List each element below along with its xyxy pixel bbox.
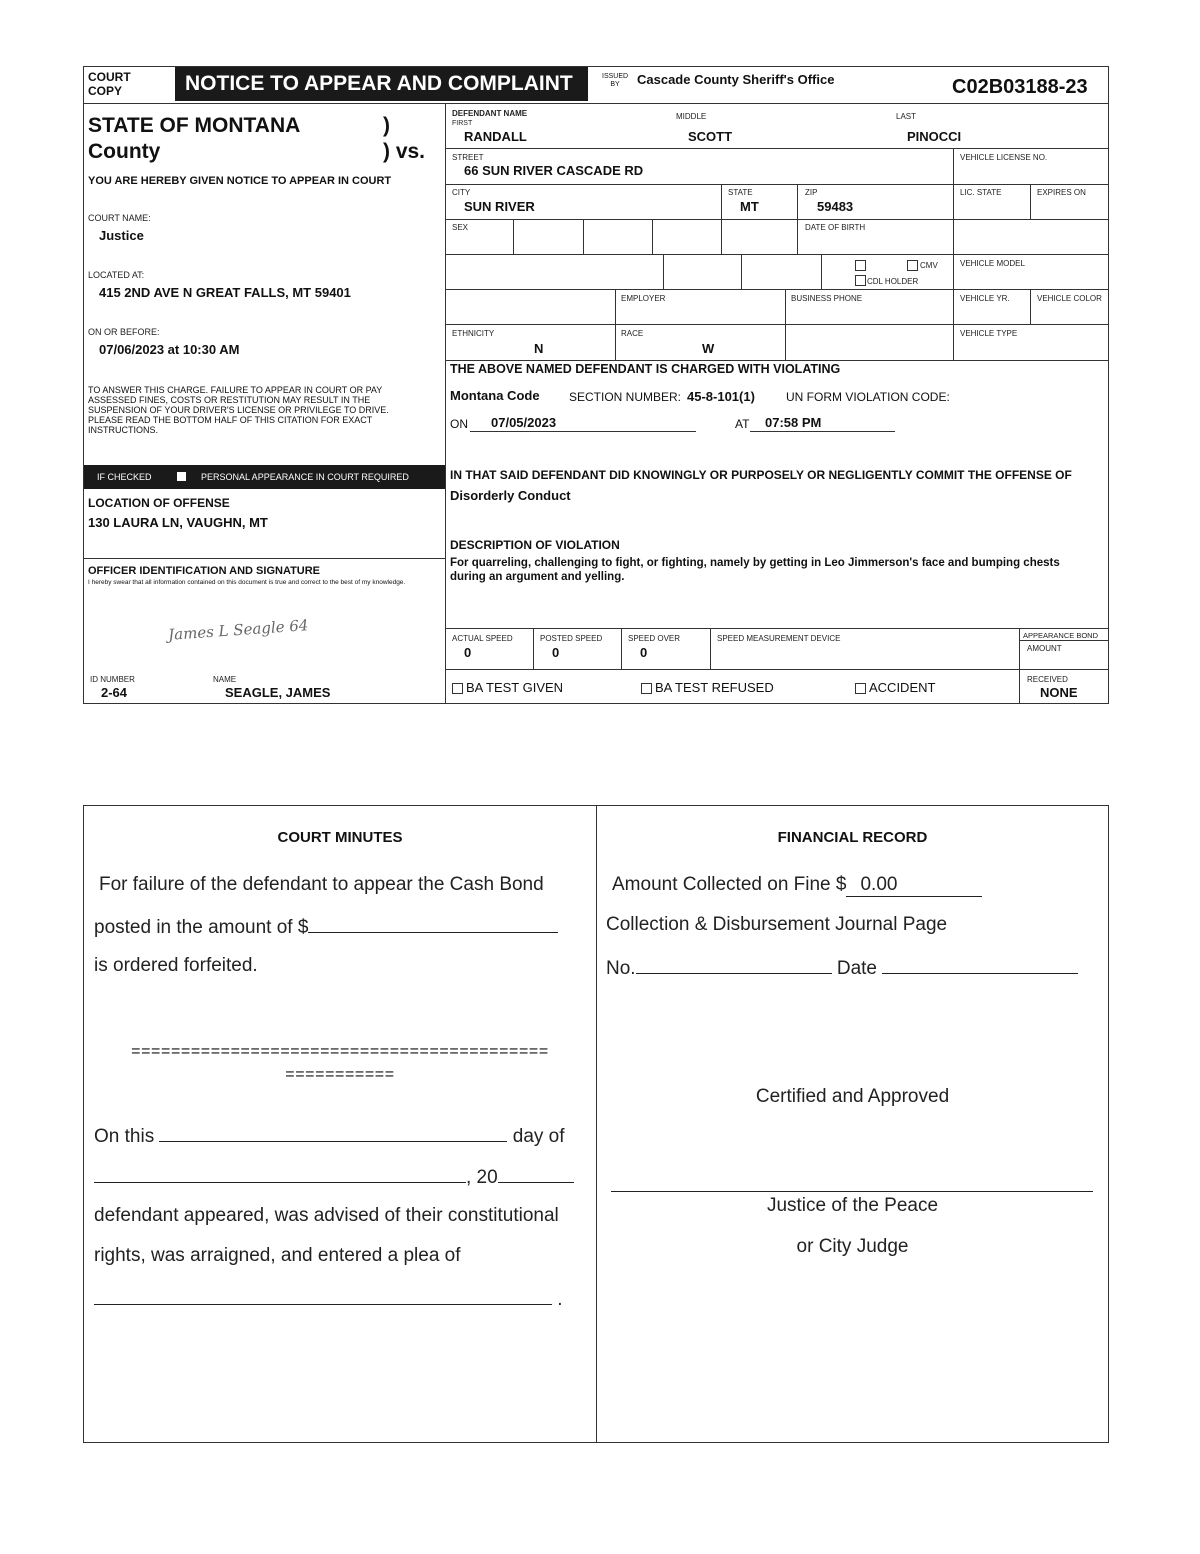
location-of-offense: 130 LAURA LN, VAUGHN, MT xyxy=(88,515,268,530)
section-number-label: SECTION NUMBER: xyxy=(569,390,682,404)
officer-oath: I hereby swear that all information contained on this document is true and correct to the best of my knowledge. xyxy=(88,579,406,586)
ethnicity-label: ETHNICITY xyxy=(452,329,495,338)
officer-name: SEAGLE, JAMES xyxy=(225,685,331,700)
last-name-label: LAST xyxy=(896,112,917,121)
description-label: DESCRIPTION OF VIOLATION xyxy=(450,538,620,552)
bond-received: NONE xyxy=(1040,685,1078,700)
defendant-name-label: DEFENDANT NAME xyxy=(452,109,528,118)
court-name-label: COURT NAME: xyxy=(88,213,151,223)
id-number-label: ID NUMBER xyxy=(90,675,135,684)
actual-speed-label: ACTUAL SPEED xyxy=(452,634,513,643)
speed-over-label: SPEED OVER xyxy=(628,634,681,643)
year-line xyxy=(94,1164,574,1189)
speed-over: 0 xyxy=(640,645,648,660)
violation-time-line xyxy=(750,431,895,432)
violation-at-label: AT xyxy=(735,417,750,431)
officer-signature: James L Seagle 64 xyxy=(167,616,309,644)
montana-code: Montana Code xyxy=(450,388,540,403)
issued-by-label: ISSUED BY xyxy=(602,73,629,88)
middle-name-label: MIDDLE xyxy=(676,112,707,121)
no-date-line xyxy=(606,955,1078,980)
cmv-label: CMV xyxy=(920,261,938,270)
defendant-first-name: RANDALL xyxy=(464,129,527,144)
expires-on-label: EXPIRES ON xyxy=(1037,188,1086,197)
journal-line: Collection & Disbursement Journal Page xyxy=(606,914,948,935)
appeared-line: defendant appeared, was advised of their constitutional xyxy=(94,1205,559,1226)
year-blank[interactable] xyxy=(498,1164,574,1183)
violation-date-line xyxy=(470,431,696,432)
arraigned-line: rights, was arraigned, and entered a plea of xyxy=(94,1245,461,1266)
employer-label: EMPLOYER xyxy=(621,294,666,303)
cash-bond-label: posted in the amount of $ xyxy=(94,917,309,938)
court-minutes-title: COURT MINUTES xyxy=(277,829,403,846)
separator-1: ========================================== xyxy=(131,1043,549,1060)
day-of-label: day of xyxy=(512,1126,565,1147)
received-label: RECEIVED xyxy=(1027,675,1068,684)
if-checked-label: IF CHECKED xyxy=(97,472,152,482)
accident-checkbox[interactable] xyxy=(855,683,866,694)
bond-amount-label: AMOUNT xyxy=(1027,644,1062,653)
issued-by: Cascade County Sheriff's Office xyxy=(637,72,835,87)
officer-label: OFFICER IDENTIFICATION AND SIGNATURE xyxy=(88,565,321,577)
dob-label: DATE OF BIRTH xyxy=(805,223,866,232)
personal-appearance-label: PERSONAL APPEARANCE IN COURT REQUIRED xyxy=(201,472,409,482)
lic-state-label: LIC. STATE xyxy=(960,188,1002,197)
minutes-line-1: For failure of the defendant to appear the Cash Bond xyxy=(99,874,544,895)
judge-signature-line[interactable] xyxy=(611,1191,1093,1192)
vehicle-color-label: VEHICLE COLOR xyxy=(1037,294,1102,303)
vehicle-license-label: VEHICLE LICENSE NO. xyxy=(960,153,1048,162)
actual-speed: 0 xyxy=(464,645,472,660)
journal-date-blank[interactable] xyxy=(882,955,1078,974)
vehicle-model-label: VEHICLE MODEL xyxy=(960,259,1025,268)
citation-number: C02B03188-23 xyxy=(952,76,1088,98)
violation-date: 07/05/2023 xyxy=(491,415,557,430)
defendant-race: W xyxy=(702,341,715,356)
county-label: County xyxy=(88,140,161,163)
violation-on-label: ON xyxy=(450,417,468,431)
plea-period: . xyxy=(557,1289,563,1310)
no-label: No. xyxy=(606,958,636,979)
cdl-label: CDL HOLDER xyxy=(867,277,919,286)
location-label: LOCATION OF OFFENSE xyxy=(88,496,230,510)
amount-collected-value[interactable]: 0.00 xyxy=(846,874,982,897)
posted-speed: 0 xyxy=(552,645,560,660)
month-blank[interactable] xyxy=(94,1164,466,1183)
ba-test-refused[interactable]: BA TEST REFUSED xyxy=(641,680,774,695)
form-title-text: NOTICE TO APPEAR AND COMPLAINT xyxy=(185,72,573,95)
certified-approved: Certified and Approved xyxy=(755,1086,950,1107)
business-phone-label: BUSINESS PHONE xyxy=(791,294,863,303)
defendant-zip: 59483 xyxy=(817,199,854,214)
appear-date: 07/06/2023 at 10:30 AM xyxy=(99,342,240,357)
blank-checkbox[interactable] xyxy=(855,260,866,271)
street-label: STREET xyxy=(452,153,484,162)
defendant-city: SUN RIVER xyxy=(464,199,535,214)
state-of-montana: STATE OF MONTANA xyxy=(88,114,301,137)
day-blank[interactable] xyxy=(159,1123,507,1142)
on-this-line xyxy=(94,1123,565,1148)
justice-of-peace: Justice of the Peace xyxy=(766,1195,939,1216)
ba-test-given-checkbox[interactable] xyxy=(452,683,463,694)
offense-text: IN THAT SAID DEFENDANT DID KNOWINGLY OR PURPOSELY OR NEGLIGENTLY COMMIT THE OFFENSE OF xyxy=(450,468,1072,482)
sex-label: SEX xyxy=(452,223,469,232)
uniform-violation-label: UN FORM VIOLATION CODE: xyxy=(786,390,950,404)
cmv-checkbox[interactable] xyxy=(907,260,918,271)
failure-warning: TO ANSWER THIS CHARGE. FAILURE TO APPEAR IN COURT OR PAY ASSESSED FINES, COSTS OR RESTITUTION MAY RESULT IN THE SUSPENSION OF YOUR DRIVER'S LICENSE OR PRIVILEGE TO DRIVE. PLEASE READ THE BOTTOM HALF OF THIS CITATION FOR EXACT INSTRUCTIONS. xyxy=(88,385,389,435)
charge-heading: THE ABOVE NAMED DEFENDANT IS CHARGED WITH VIOLATING xyxy=(450,362,841,376)
court-address: 415 2ND AVE N GREAT FALLS, MT 59401 xyxy=(99,285,351,300)
vehicle-type-label: VEHICLE TYPE xyxy=(960,329,1018,338)
court-name: Justice xyxy=(99,228,144,243)
description-line-1: For quarreling, challenging to fight, or fighting, namely by getting in Leo Jimmerson's face and bumping chests xyxy=(450,557,1060,569)
accident[interactable]: ACCIDENT xyxy=(855,680,935,695)
description-line-2: during an argument and yelling. xyxy=(450,571,625,583)
on-or-before-label: ON OR BEFORE: xyxy=(88,327,160,337)
financial-record-title: FINANCIAL RECORD xyxy=(777,829,928,846)
appearance-bond-label: APPEARANCE BOND xyxy=(1023,631,1099,640)
plea-blank[interactable] xyxy=(94,1286,552,1305)
city-label: CITY xyxy=(452,188,471,197)
journal-no-blank[interactable] xyxy=(636,955,832,974)
ba-test-refused-checkbox[interactable] xyxy=(641,683,652,694)
plea-line xyxy=(94,1286,563,1311)
city-judge: or City Judge xyxy=(796,1236,909,1257)
race-label: RACE xyxy=(621,329,644,338)
violation-time: 07:58 PM xyxy=(765,415,822,430)
minutes-line-3: is ordered forfeited. xyxy=(94,955,258,976)
copy-label: COURT COPY xyxy=(88,70,131,98)
minutes-line-2 xyxy=(94,914,558,939)
amount-collected-line xyxy=(612,874,982,897)
first-name-label: FIRST xyxy=(452,120,473,127)
section-number: 45-8-101(1) xyxy=(687,389,755,404)
state-paren: ) xyxy=(383,114,390,137)
state-label: STATE xyxy=(728,188,753,197)
defendant-last-name: PINOCCI xyxy=(907,129,962,144)
separator-2: =========== xyxy=(285,1066,395,1083)
cdl-checkbox[interactable] xyxy=(855,275,866,286)
cash-bond-blank[interactable] xyxy=(308,914,558,933)
defendant-state: MT xyxy=(740,199,759,214)
vehicle-year-label: VEHICLE YR. xyxy=(960,294,1010,303)
zip-label: ZIP xyxy=(805,188,818,197)
defendant-street: 66 SUN RIVER CASCADE RD xyxy=(464,163,644,178)
ba-test-given[interactable]: BA TEST GIVEN xyxy=(452,680,563,695)
notice-text: YOU ARE HEREBY GIVEN NOTICE TO APPEAR IN COURT xyxy=(88,175,392,187)
speed-device-label: SPEED MEASUREMENT DEVICE xyxy=(717,634,841,643)
vs-label: ) vs. xyxy=(383,140,426,163)
comma-20-label: , 20 xyxy=(466,1167,498,1188)
offense: Disorderly Conduct xyxy=(450,488,571,503)
defendant-middle-name: SCOTT xyxy=(688,129,733,144)
defendant-ethnicity: N xyxy=(534,341,544,356)
located-at-label: LOCATED AT: xyxy=(88,270,145,280)
officer-id-number: 2-64 xyxy=(101,685,128,700)
on-this-label: On this xyxy=(94,1126,155,1147)
personal-appearance-checkbox[interactable] xyxy=(177,472,186,481)
posted-speed-label: POSTED SPEED xyxy=(540,634,603,643)
name-label: NAME xyxy=(213,675,237,684)
date-label: Date xyxy=(836,958,877,979)
amount-collected-label: Amount Collected on Fine $ xyxy=(612,874,847,895)
